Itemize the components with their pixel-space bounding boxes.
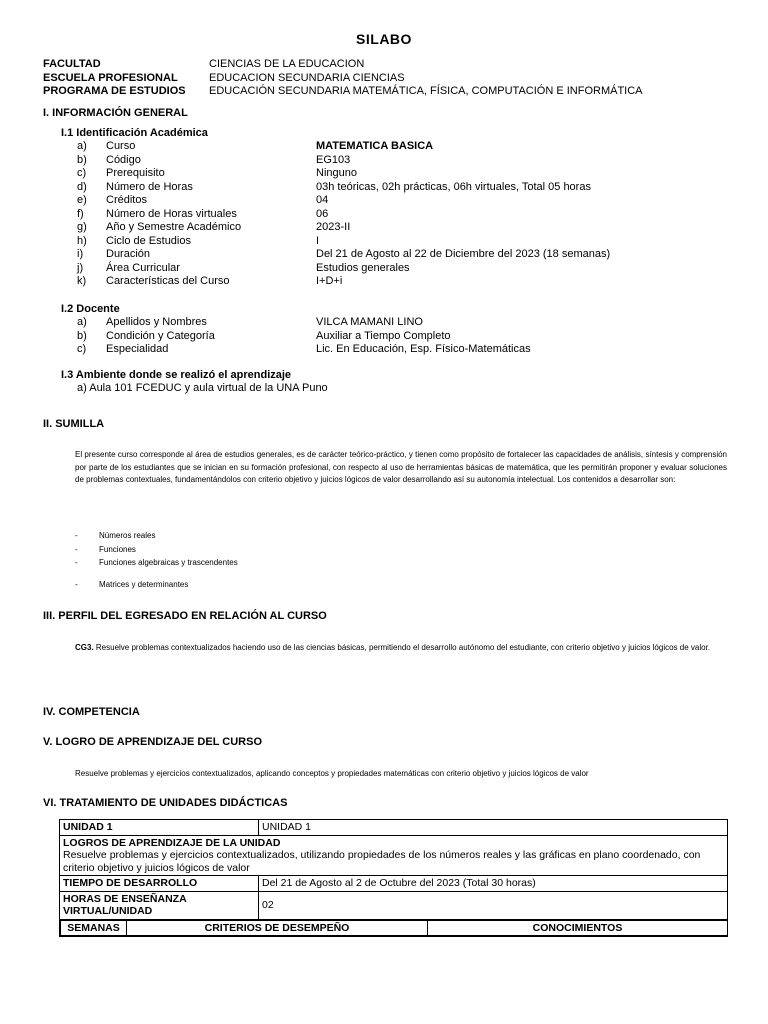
item-letter: a) — [77, 316, 87, 328]
horas-label: HORAS DE ENSEÑANZA VIRTUAL/UNIDAD — [60, 891, 259, 919]
item-letter: j) — [77, 261, 84, 274]
item-letter: a) — [77, 140, 87, 152]
columns-header-cell — [60, 919, 728, 937]
item-value: I — [316, 234, 320, 247]
section-4-heading: IV. COMPETENCIA — [43, 706, 140, 718]
horas-value: 02 — [259, 891, 728, 919]
column-header: CRITERIOS DE DESEMPEÑO — [127, 920, 428, 936]
header-label-escuela: ESCUELA PROFESIONAL — [43, 72, 178, 84]
item-label: Número de Horas virtuales — [106, 207, 237, 220]
item-value: Estudios generales — [316, 261, 410, 274]
section-5-heading: V. LOGRO DE APRENDIZAJE DEL CURSO — [43, 736, 263, 748]
item-letter: f) — [77, 207, 84, 220]
item-letter: g) — [77, 221, 87, 233]
item-letter: e) — [77, 194, 87, 206]
item-value: 06 — [316, 207, 329, 220]
item-value: Del 21 de Agosto al 22 de Diciembre del 2023 (18 semanas) — [316, 248, 611, 260]
item-letter: c) — [77, 343, 87, 355]
item-label: Apellidos y Nombres — [106, 316, 207, 328]
section-3-heading: III. PERFIL DEL EGRESADO EN RELACIÓN AL CURSO — [43, 610, 327, 622]
item-value: Ninguno — [316, 167, 357, 179]
item-letter: h) — [77, 234, 87, 247]
section-1-3-heading: I.3 Ambiente donde se realizó el aprendizaje — [61, 369, 292, 381]
section-6-heading: VI. TRATAMIENTO DE UNIDADES DIDÁCTICAS — [43, 797, 288, 809]
page-title: SILABO — [356, 31, 412, 47]
list-item: Matrices y determinantes — [99, 580, 189, 589]
logros-label: LOGROS DE APRENDIZAJE DE LA UNIDAD — [63, 836, 281, 849]
bullet: - — [75, 580, 78, 589]
item-value: EG103 — [316, 153, 351, 166]
header-label-facultad: FACULTAD — [43, 58, 101, 70]
item-value: Lic. En Educación, Esp. Físico-Matemáticas — [316, 343, 531, 355]
list-item: Funciones algebraicas y trascendentes — [99, 558, 238, 567]
list-item: Números reales — [99, 531, 156, 540]
item-label: Especialidad — [106, 343, 169, 355]
item-label: Créditos — [106, 194, 147, 206]
logro-text: Resuelve problemas y ejercicios contextualizados, aplicando conceptos y propiedades matemáticas con criterio objetivo y juicios lógicos de valor — [75, 769, 589, 778]
header-value-facultad: CIENCIAS DE LA EDUCACION — [209, 58, 365, 70]
column-header: SEMANAS — [61, 920, 127, 936]
item-letter: c) — [77, 167, 87, 179]
header-value-escuela: EDUCACION SECUNDARIA CIENCIAS — [209, 72, 405, 84]
bullet: - — [75, 558, 78, 567]
item-label: Curso — [106, 140, 136, 152]
item-value: I+D+i — [316, 275, 343, 287]
unidad-value: UNIDAD 1 — [259, 820, 728, 836]
table-row — [60, 820, 728, 836]
columns-header — [60, 920, 727, 937]
perfil-code: CG3. — [75, 643, 94, 652]
perfil-paragraph — [75, 642, 727, 655]
header-value-programa: EDUCACIÓN SECUNDARIA MATEMÁTICA, FÍSICA, COMPUTACIÓN E INFORMÁTICA — [209, 85, 643, 97]
tiempo-label: TIEMPO DE DESARROLLO — [60, 876, 259, 892]
item-label: Código — [106, 153, 141, 166]
item-value: 04 — [316, 194, 329, 206]
logros-text: Resuelve problemas y ejercicios contextualizados, utilizando propiedades de los números reales y las gráficas en plano coordenado, con criterio objetivo y juicios lógicos de valor — [63, 849, 701, 874]
section-1-2-heading: I.2 Docente — [61, 303, 120, 315]
item-value: 2023-II — [316, 221, 351, 233]
item-label: Área Curricular — [106, 261, 180, 274]
item-label: Duración — [106, 248, 151, 260]
bullet: - — [75, 545, 78, 554]
section-1-1-heading: I.1 Identificación Académica — [61, 127, 208, 139]
item-letter: i) — [77, 248, 84, 260]
section-1-heading: I. INFORMACIÓN GENERAL — [43, 107, 188, 119]
table-row — [60, 876, 728, 892]
unidad-label: UNIDAD 1 — [60, 820, 259, 836]
item-value: VILCA MAMANI LINO — [316, 316, 423, 328]
item-value: Auxiliar a Tiempo Completo — [316, 329, 451, 342]
item-value: 03h teóricas, 02h prácticas, 06h virtuales, Total 05 horas — [316, 180, 591, 193]
header-label-programa: PROGRAMA DE ESTUDIOS — [43, 85, 186, 97]
item-label: Características del Curso — [106, 275, 230, 287]
section-2-heading: II. SUMILLA — [43, 418, 105, 430]
ambiente-item: a) Aula 101 FCEDUC y aula virtual de la UNA Puno — [77, 382, 328, 394]
logros-cell — [60, 835, 728, 876]
table-row — [60, 891, 728, 919]
unidades-table — [59, 819, 728, 937]
item-letter: d) — [77, 180, 87, 193]
table-row — [60, 835, 728, 876]
list-item: Funciones — [99, 545, 136, 554]
item-letter: k) — [77, 275, 87, 287]
item-value: MATEMATICA BASICA — [316, 140, 434, 152]
item-label: Año y Semestre Académico — [106, 221, 242, 233]
bullet: - — [75, 531, 78, 540]
perfil-text: Resuelve problemas contextualizados haciendo uso de las ciencias básicas, permitiendo el desarrollo autónomo del estudiante, con criterio objetivo y juicios lógicos de valor. — [93, 643, 711, 652]
item-letter: b) — [77, 329, 87, 342]
item-letter: b) — [77, 153, 87, 166]
item-label: Número de Horas — [106, 180, 193, 193]
item-label: Ciclo de Estudios — [106, 234, 191, 247]
tiempo-value: Del 21 de Agosto al 2 de Octubre del 2023 (Total 30 horas) — [259, 876, 728, 892]
item-label: Condición y Categoría — [106, 329, 215, 342]
sumilla-paragraph: El presente curso corresponde al área de estudios generales, es de carácter teórico-práctico, y tienen como propósito de fortalecer las capacidades de análisis, síntesis y comprensión por parte de los estudiantes que se inician en su formación profesional, con respecto al uso de herramientas básicas de matemática, que les permitirán proponer y evaluar soluciones de problemas contextuales, fundamentándolos con criterio objetivo y juicios lógicos de valor desarrollando así su autonomía intelectual. Los contenidos a desarrollar son: — [75, 450, 727, 484]
column-header: CONOCIMIENTOS — [428, 920, 728, 936]
table-row — [60, 919, 728, 937]
item-label: Prerequisito — [106, 167, 165, 179]
